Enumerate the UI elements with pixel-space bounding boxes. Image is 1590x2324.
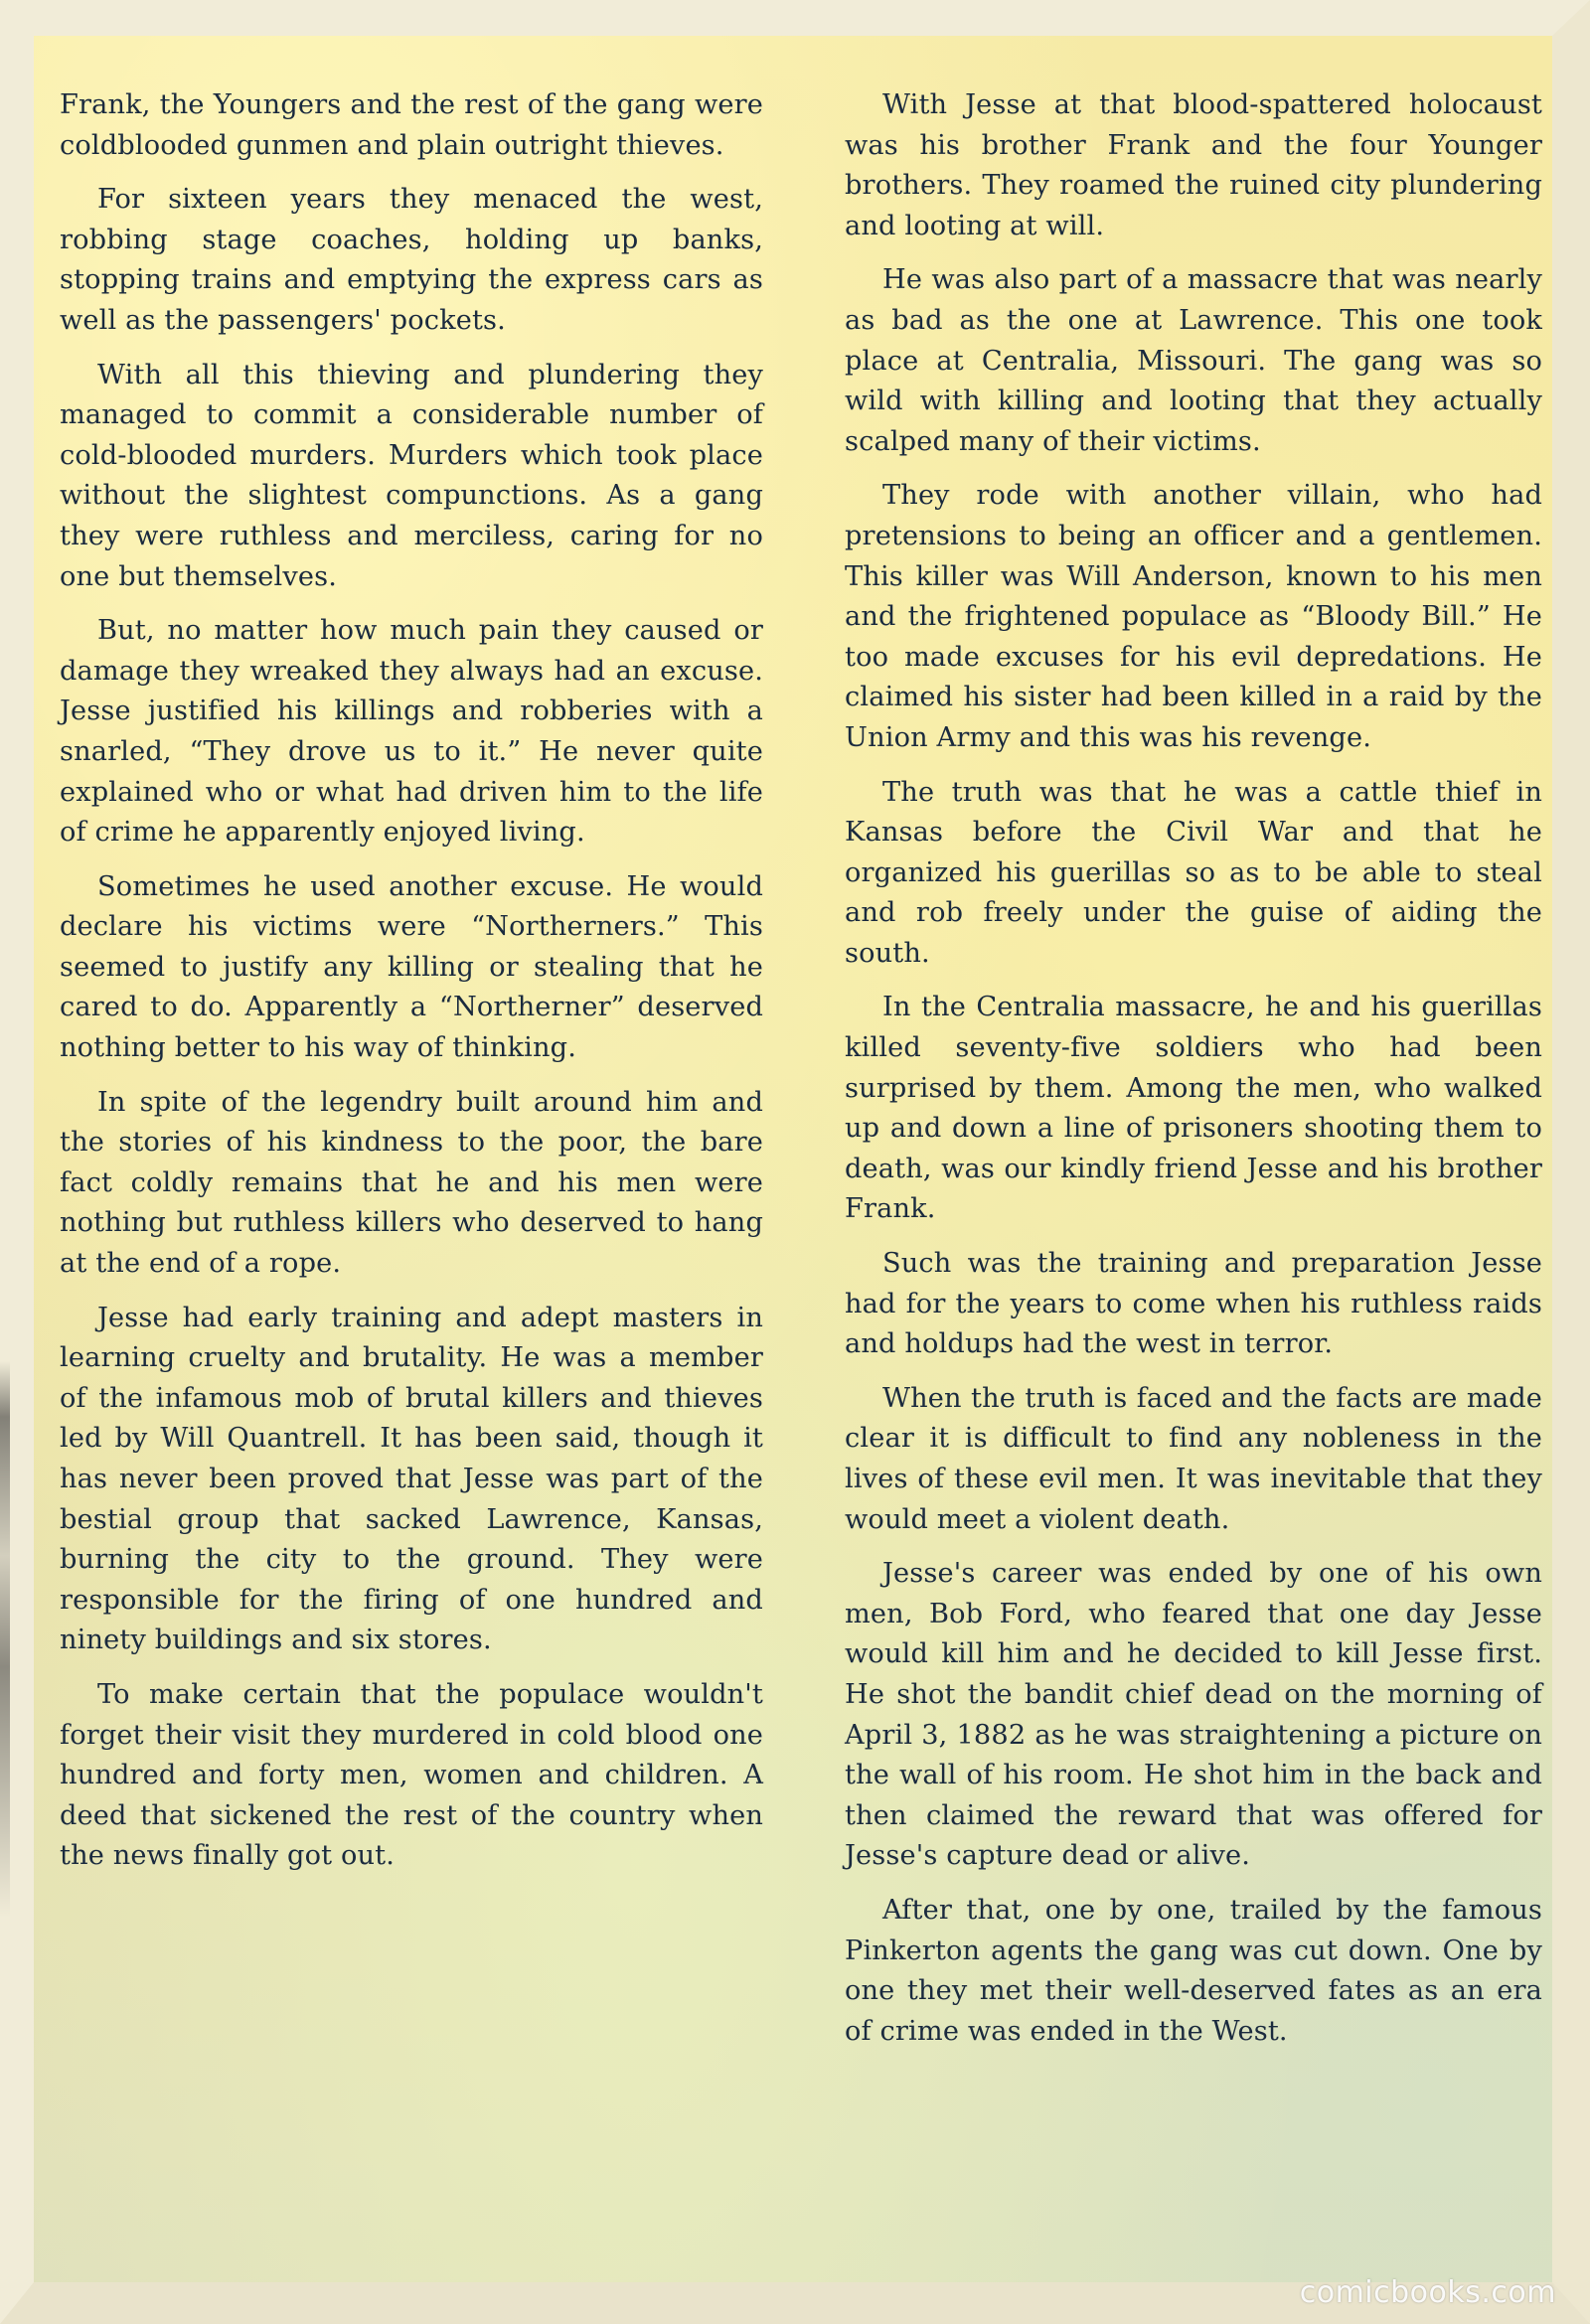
paragraph: The truth was that he was a cattle thief in Kansas before the Civil War and that he organized his guerillas so as to be able to steal and rob freely under the guise of aiding the south. (845, 776, 1542, 969)
paragraph: Sometimes he used another excuse. He would declare his victims were “Northerners.” This seemed to justify any killing or stealing that he cared to do. Apparently a “Northerner” deserved nothing better to his way of thinking. (60, 870, 763, 1064)
paragraph: Jesse had early training and adept masters in learning cruelty and brutality. He was a member of the infamous mob of brutal killers and thieves led by Will Quantrell. It has been said, though it has never been proved that Jesse was part of the bestial group that sacked Lawrence, Kansas, burning the city to the ground. They were responsible for the firing of one hundred and ninety buildings and six stores. (60, 1302, 763, 1656)
site-watermark: comicbooks.com (1299, 2275, 1556, 2310)
binding-edge-marks (0, 1361, 10, 1918)
paragraph: In spite of the legendry built around him and the stories of his kindness to the poor, the bare fact coldly remains that he and his men were nothing but ruthless killers who deserved to hang at the end of a rope. (60, 1086, 763, 1280)
paragraph: In the Centralia massacre, he and his guerillas killed seventy-five soldiers who had been surprised by them. Among the men, who walked up and down a line of prisoners shooting them to death, was our kindly friend Jesse and his brother Frank. (845, 992, 1542, 1225)
left-text-column (60, 85, 763, 1891)
right-text-column (845, 85, 1542, 2066)
paragraph: With Jesse at that blood-spattered holocaust was his brother Frank and the four Younger brothers. They roamed the ruined city plundering and looting at will. (845, 89, 1542, 241)
paragraph: To make certain that the populace wouldn't forget their visit they murdered in cold blood one hundred and forty men, women and children. A deed that sickened the rest of the country when the news finally got out. (60, 1678, 763, 1872)
paragraph: He was also part of a massacre that was nearly as bad as the one at Lawrence. This one took place at Centralia, Missouri. The gang was so wild with killing and looting that they actually scalped many of their victims. (845, 264, 1542, 457)
paragraph: Such was the training and preparation Jesse had for the years to come when his ruthless raids and holdups had the west in terror. (845, 1248, 1542, 1360)
paragraph: With all this thieving and plundering they managed to commit a considerable number of cold-blooded murders. Murders which took place without the slightest compunctions. As a gang they were ruthless and merciless, caring for no one but themselves. (60, 359, 763, 592)
paragraph: When the truth is faced and the facts are made clear it is difficult to find any nobleness in the lives of these evil men. It was inevitable that they would meet a violent death. (845, 1382, 1542, 1535)
paragraph: For sixteen years they menaced the west, robbing stage coaches, holding up banks, stopping trains and emptying the express cars as well as the passengers' pockets. (60, 184, 763, 336)
paragraph: But, no matter how much pain they caused or damage they wreaked they always had an excuse. Jesse justified his killings and robberies with a snarled, “They drove us to it.” He never quite explained who or what had driven him to the life of crime he apparently enjoyed living. (60, 615, 763, 849)
paragraph: Frank, the Youngers and the rest of the gang were coldblooded gunmen and plain outright thieves. (60, 89, 763, 161)
paragraph: They rode with another villain, who had pretensions to being an officer and a gentlemen. This killer was Will Anderson, known to his men and the frightened populace as “Bloody Bill.” He too made excuses for his evil depredations. He claimed his sister had been killed in a raid by the Union Army and this was his revenge. (845, 480, 1542, 753)
paragraph: Jesse's career was ended by one of his own men, Bob Ford, who feared that one day Jesse would kill him and he decided to kill Jesse first. He shot the bandit chief dead on the morning of April 3, 1882 as he was straightening a picture on the wall of his room. He shot him in the back and then claimed the reward that was offered for Jesse's capture dead or alive. (845, 1558, 1542, 1872)
paragraph: After that, one by one, trailed by the famous Pinkerton agents the gang was cut down. One by one they met their well-deserved fates as an era of crime was ended in the West. (845, 1894, 1542, 2047)
